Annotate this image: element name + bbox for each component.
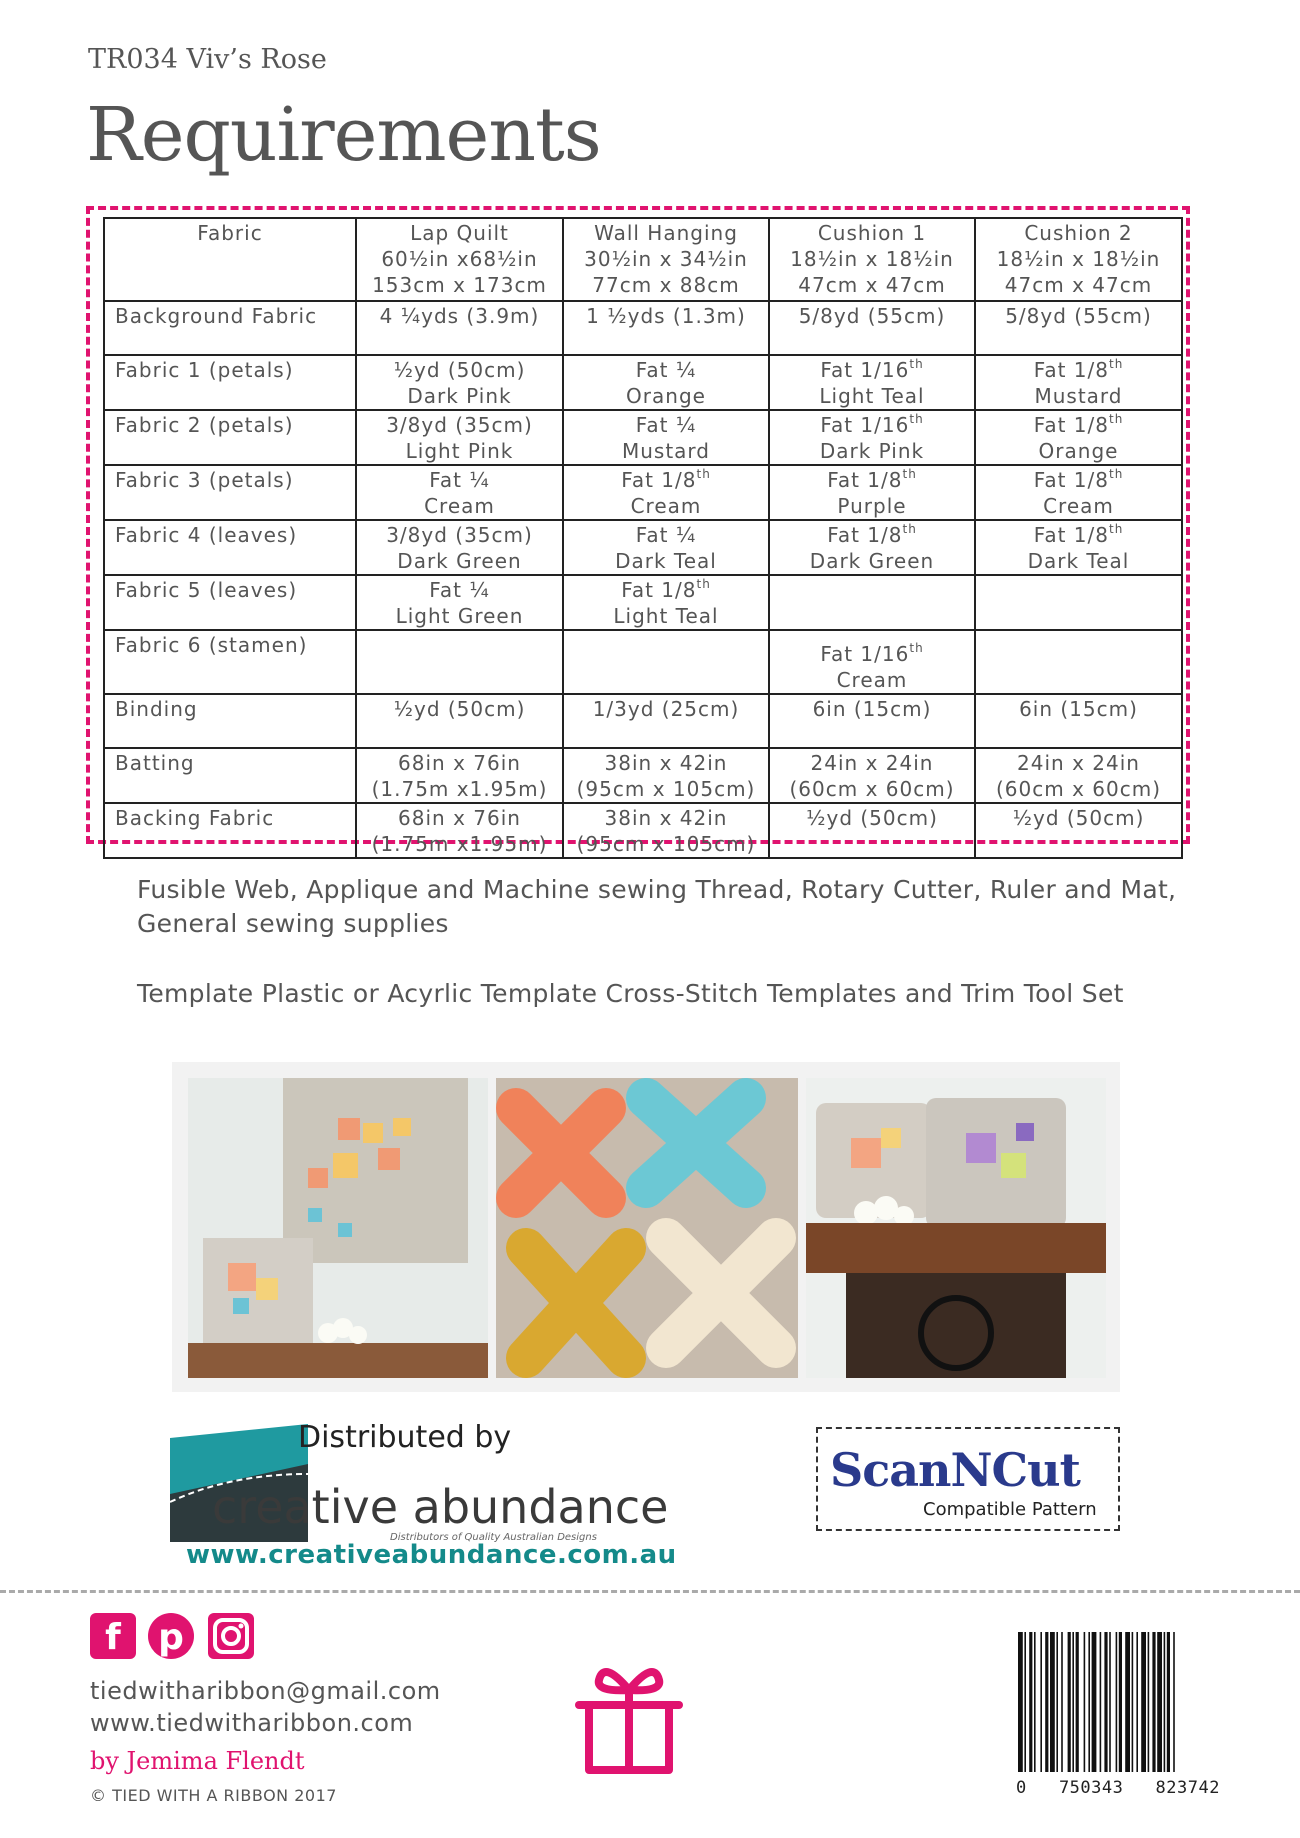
cell-amount [774, 641, 970, 667]
header-line: Lap Quilt [410, 221, 509, 245]
barcode-bar [1116, 1632, 1118, 1772]
table-cell [769, 465, 975, 520]
ordinal-suffix: th [696, 467, 711, 481]
cell-amount [568, 805, 764, 831]
table-header-cell [563, 218, 769, 301]
cell-amount [568, 467, 764, 493]
cell-amount-text: ½yd (50cm) [806, 806, 938, 830]
cell-detail: (95cm x 105cm) [576, 832, 756, 856]
cell-detail: (60cm x 60cm) [995, 777, 1161, 801]
header-line: 18½in x 18½in [790, 247, 954, 271]
cell-amount-text: 24in x 24in [1017, 751, 1140, 775]
photo-strip [172, 1062, 1120, 1392]
cell-amount [980, 805, 1177, 831]
table-cell [356, 301, 563, 355]
cell-detail: Dark Pink [407, 384, 512, 408]
cell-detail: Cream [836, 668, 908, 692]
table-cell [356, 520, 563, 575]
table-cell [356, 575, 563, 630]
barcode-bar [1132, 1632, 1134, 1772]
barcode-bar [1152, 1632, 1155, 1772]
cell-detail: Cream [424, 494, 495, 518]
cell-detail: Orange [626, 384, 706, 408]
table-cell [563, 465, 769, 520]
cell-amount-text: 68in x 76in [398, 751, 521, 775]
footer-divider [0, 1590, 1300, 1593]
table-row [104, 355, 1182, 410]
cell-amount-text: 3/8yd (35cm) [386, 523, 533, 547]
table-cell [975, 575, 1182, 630]
header-line: 47cm x 47cm [1004, 273, 1153, 297]
table-cell [975, 301, 1182, 355]
barcode-bar [1076, 1632, 1079, 1772]
cell-amount [980, 467, 1177, 493]
table-cell [356, 803, 563, 858]
table-cell [769, 630, 975, 694]
barcode-bar [1088, 1632, 1090, 1772]
table-row [104, 630, 1182, 694]
row-label: Fabric 6 (stamen) [104, 630, 356, 694]
table-header-cell [104, 218, 356, 301]
cell-amount [568, 357, 764, 383]
cell-amount [774, 412, 970, 438]
cell-amount-text: 6in (15cm) [1019, 697, 1138, 721]
cell-amount-text: Fat ¼ [635, 523, 697, 547]
header-line: 30½in x 34½in [584, 247, 748, 271]
table-cell [563, 355, 769, 410]
table-cell [975, 355, 1182, 410]
cell-detail: (1.75m x1.95m) [371, 777, 548, 801]
distributor-url[interactable]: www.creativeabundance.com.au [186, 1540, 677, 1570]
row-label: Fabric 3 (petals) [104, 465, 356, 520]
table-cell [356, 355, 563, 410]
table-row [104, 465, 1182, 520]
cell-amount-text: Fat 1/8 [827, 468, 903, 492]
cell-amount-text: 68in x 76in [398, 806, 521, 830]
barcode-bar [1029, 1632, 1032, 1772]
cell-amount [361, 577, 558, 603]
cell-detail: (60cm x 60cm) [789, 777, 955, 801]
cell-amount [774, 467, 970, 493]
row-label: Batting [104, 748, 356, 803]
table-cell [769, 575, 975, 630]
cell-detail: (95cm x 105cm) [576, 777, 756, 801]
instagram-icon[interactable] [208, 1613, 254, 1659]
table-row [104, 410, 1182, 465]
cell-amount [980, 357, 1177, 383]
barcode-bar [1072, 1632, 1074, 1772]
ordinal-suffix: th [902, 522, 917, 536]
cell-detail: Dark Green [397, 549, 522, 573]
cell-amount [980, 696, 1177, 722]
cell-amount [774, 522, 970, 548]
scancut-subtitle: Compatible Pattern [923, 1499, 1097, 1520]
distributor-name: creative abundance [212, 1480, 669, 1534]
cell-detail: Dark Teal [1027, 549, 1130, 573]
ordinal-suffix: th [1109, 412, 1124, 426]
table-cell [563, 630, 769, 694]
cell-amount-text: Fat 1/16 [820, 358, 910, 382]
cell-amount [980, 303, 1177, 329]
cell-amount [361, 357, 558, 383]
photo-cushions [806, 1078, 1106, 1378]
table-cell [769, 355, 975, 410]
barcode-bar [1164, 1632, 1166, 1772]
table-cell [563, 803, 769, 858]
author-name: by Jemima Flendt [90, 1747, 305, 1775]
barcode-bar [1157, 1632, 1162, 1772]
cell-amount-text: Fat ¼ [429, 468, 490, 492]
barcode-bar [1024, 1632, 1026, 1772]
cell-detail: Dark Green [809, 549, 935, 573]
cell-amount-text: Fat 1/8 [1033, 413, 1109, 437]
cell-detail: Light Green [395, 604, 524, 628]
cell-amount-text: 1 ½yds (1.3m) [586, 304, 746, 328]
pattern-code: TR034 Viv’s Rose [88, 44, 327, 75]
table-header-cell [769, 218, 975, 301]
cell-amount [361, 696, 558, 722]
table-cell [769, 410, 975, 465]
table-row [104, 575, 1182, 630]
cell-amount [980, 522, 1177, 548]
cell-detail: Dark Teal [615, 549, 717, 573]
table-cell [563, 410, 769, 465]
cell-detail: Mustard [1034, 384, 1123, 408]
barcode-bar [1109, 1632, 1111, 1772]
distributor-tagline: Distributors of Quality Australian Designs [390, 1532, 597, 1543]
ordinal-suffix: th [909, 357, 924, 371]
header-line: Wall Hanging [594, 221, 738, 245]
cell-amount-text: 3/8yd (35cm) [386, 413, 533, 437]
barcode-bar [1173, 1632, 1175, 1772]
cell-amount-text: Fat 1/16 [820, 642, 910, 666]
barcode-bar [1040, 1632, 1042, 1772]
table-cell [769, 694, 975, 748]
gift-icon [574, 1660, 684, 1780]
barcode-bar [1148, 1632, 1150, 1772]
cell-amount-text: ½yd (50cm) [393, 358, 526, 382]
cell-amount [774, 750, 970, 776]
cell-amount [361, 805, 558, 831]
table-cell [975, 748, 1182, 803]
table-row [104, 301, 1182, 355]
table-cell [356, 748, 563, 803]
cell-amount-text: 4 ¼yds (3.9m) [379, 304, 540, 328]
table-cell [356, 465, 563, 520]
table-cell [975, 803, 1182, 858]
cell-detail: Orange [1038, 439, 1119, 463]
cell-amount-text: Fat 1/8 [621, 468, 697, 492]
facebook-icon[interactable]: f [90, 1613, 136, 1659]
table-cell [975, 630, 1182, 694]
table-header-cell [975, 218, 1182, 301]
header-line: 18½in x 18½in [996, 247, 1161, 271]
barcode-bar [1045, 1632, 1048, 1772]
cell-amount-text: Fat 1/8 [1033, 523, 1109, 547]
cell-amount-text: Fat ¼ [429, 578, 490, 602]
cell-amount [361, 750, 558, 776]
ordinal-suffix: th [1109, 357, 1124, 371]
pinterest-icon[interactable]: p [148, 1613, 194, 1659]
table-cell [563, 748, 769, 803]
table-cell [769, 748, 975, 803]
barcode-bar [1061, 1632, 1063, 1772]
cell-amount [568, 696, 764, 722]
cell-amount [361, 522, 558, 548]
barcode-bar [1125, 1632, 1130, 1772]
scancut-logo: ScanNCut [830, 1443, 1080, 1497]
table-cell [975, 520, 1182, 575]
ordinal-suffix: th [696, 577, 711, 591]
header-line: 47cm x 47cm [798, 273, 946, 297]
table-row [104, 748, 1182, 803]
barcode-bar [1084, 1632, 1086, 1772]
row-label: Fabric 2 (petals) [104, 410, 356, 465]
cell-amount [774, 696, 970, 722]
contact-email[interactable]: tiedwitharibbon@gmail.com [90, 1677, 441, 1705]
distributed-by-label: Distributed by [298, 1420, 512, 1455]
row-label: Backing Fabric [104, 803, 356, 858]
ordinal-suffix: th [909, 412, 924, 426]
table-cell [563, 575, 769, 630]
cell-amount [568, 303, 764, 329]
row-label: Fabric 4 (leaves) [104, 520, 356, 575]
barcode-bar [1034, 1632, 1036, 1772]
photo-fabric-closeup [496, 1078, 798, 1378]
barcode-bar [1068, 1632, 1071, 1772]
row-label: Binding [104, 694, 356, 748]
photo-wall-hanging [188, 1078, 488, 1378]
ordinal-suffix: th [902, 467, 917, 481]
cell-amount-text: 5/8yd (55cm) [798, 304, 946, 328]
table-cell [769, 520, 975, 575]
table-cell [356, 694, 563, 748]
cell-amount [568, 750, 764, 776]
barcode-bar [1100, 1632, 1102, 1772]
table-row [104, 520, 1182, 575]
cell-amount-text: 6in (15cm) [812, 697, 932, 721]
supplies-note: Fusible Web, Applique and Machine sewing Thread, Rotary Cutter, Ruler and Mat, General sewing supplies [137, 875, 1177, 938]
cell-amount-text: 1/3yd (25cm) [592, 697, 740, 721]
row-label: Background Fabric [104, 301, 356, 355]
cell-detail: Mustard [621, 439, 710, 463]
table-row [104, 803, 1182, 858]
table-cell [356, 630, 563, 694]
table-cell [769, 803, 975, 858]
cell-detail: Dark Pink [819, 439, 925, 463]
cell-amount-text: Fat ¼ [635, 413, 697, 437]
cell-amount-text: 38in x 42in [604, 751, 728, 775]
cell-amount [361, 467, 558, 493]
ordinal-suffix: th [1109, 522, 1124, 536]
cell-amount [568, 522, 764, 548]
cell-amount [361, 303, 558, 329]
contact-website[interactable]: www.tiedwitharibbon.com [90, 1709, 414, 1737]
barcode-bar [1018, 1632, 1023, 1772]
cell-detail: Light Pink [405, 439, 514, 463]
barcode-bar [1119, 1632, 1122, 1772]
cell-detail: Cream [630, 494, 702, 518]
barcode-bar [1167, 1632, 1170, 1772]
barcode [1016, 1632, 1220, 1802]
header-line: 60½in x68½in [381, 247, 538, 271]
header-line: Cushion 1 [817, 221, 927, 245]
table-cell [563, 301, 769, 355]
ordinal-suffix: th [909, 641, 924, 655]
cell-detail: Light Teal [819, 384, 925, 408]
header-line: Cushion 2 [1024, 221, 1133, 245]
cell-amount [980, 412, 1177, 438]
row-label: Fabric 1 (petals) [104, 355, 356, 410]
cell-amount-text: ½yd (50cm) [393, 697, 526, 721]
cell-amount-text: Fat 1/8 [621, 578, 697, 602]
cell-amount-text: Fat ¼ [635, 358, 697, 382]
barcode-bar [1141, 1632, 1146, 1772]
barcode-bar [1092, 1632, 1097, 1772]
table-cell [563, 520, 769, 575]
cell-amount [980, 750, 1177, 776]
row-label: Fabric 5 (leaves) [104, 575, 356, 630]
table-cell [563, 694, 769, 748]
cell-amount-text: Fat 1/16 [820, 413, 910, 437]
cell-amount [568, 412, 764, 438]
barcode-bar [1136, 1632, 1138, 1772]
copyright: © TIED WITH A RIBBON 2017 [90, 1786, 337, 1805]
cell-detail: Purple [837, 494, 907, 518]
cell-detail: Cream [1043, 494, 1114, 518]
barcode-bar [1050, 1632, 1055, 1772]
cell-amount-text: Fat 1/8 [1033, 468, 1109, 492]
table-cell [975, 694, 1182, 748]
barcode-bar [1056, 1632, 1058, 1772]
table-row [104, 694, 1182, 748]
cell-detail: (1.75m x1.95m) [371, 832, 548, 856]
table-cell [769, 301, 975, 355]
cell-amount [774, 805, 970, 831]
cell-amount-text: Fat 1/8 [1033, 358, 1109, 382]
table-cell [975, 465, 1182, 520]
cell-amount-text: 38in x 42in [604, 806, 728, 830]
templates-note: Template Plastic or Acyrlic Template Cross-Stitch Templates and Trim Tool Set [137, 979, 1124, 1008]
table-cell [356, 410, 563, 465]
barcode-number: 0 750343 823742 [1016, 1778, 1220, 1798]
cell-amount-text: Fat 1/8 [827, 523, 903, 547]
page-title: Requirements [86, 92, 601, 178]
ordinal-suffix: th [1109, 467, 1124, 481]
header-line: 153cm x 173cm [372, 273, 547, 297]
barcode-bar [1104, 1632, 1107, 1772]
table-cell [975, 410, 1182, 465]
cell-amount [774, 357, 970, 383]
scancut-badge [816, 1427, 1120, 1531]
header-line: Fabric [197, 221, 263, 245]
cell-amount-text: 5/8yd (55cm) [1005, 304, 1152, 328]
cell-amount-text: 24in x 24in [810, 751, 934, 775]
table-header-cell [356, 218, 563, 301]
cell-detail: Light Teal [613, 604, 719, 628]
cell-amount [361, 412, 558, 438]
cell-amount [774, 303, 970, 329]
cell-amount [568, 577, 764, 603]
table-header-row [104, 218, 1182, 301]
header-line: 77cm x 88cm [592, 273, 740, 297]
requirements-table [103, 217, 1183, 859]
cell-amount-text: ½yd (50cm) [1012, 806, 1145, 830]
